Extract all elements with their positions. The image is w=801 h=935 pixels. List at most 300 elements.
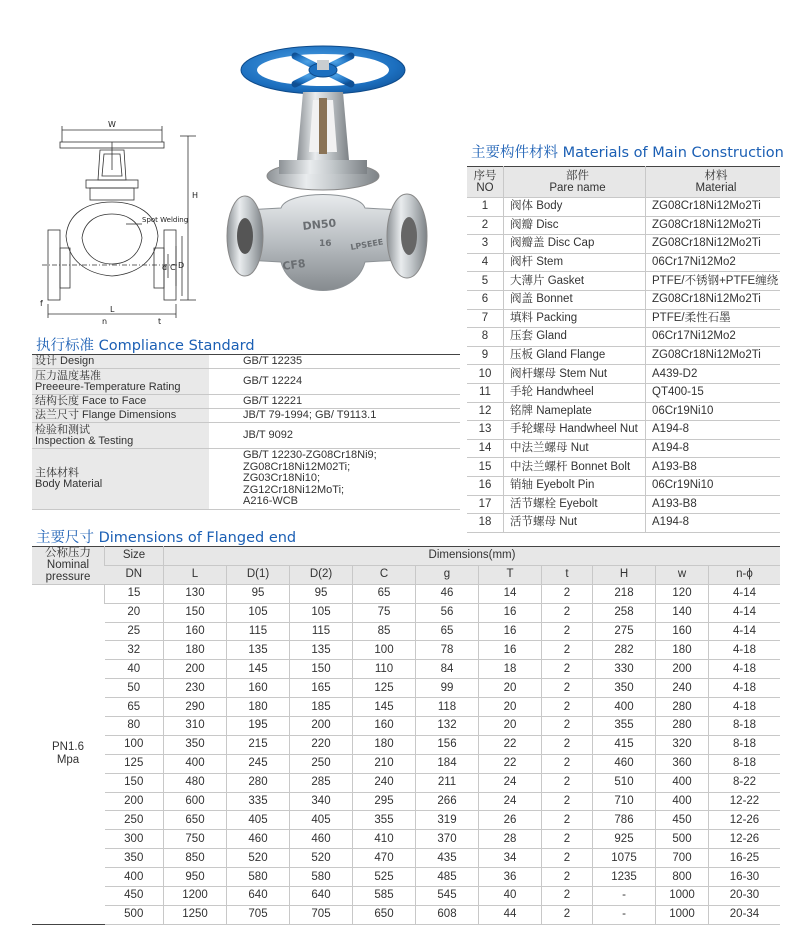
materials-no: 15 xyxy=(467,458,504,477)
dimensions-cell: 8-18 xyxy=(709,735,781,754)
dimensions-cell: 20 xyxy=(479,679,542,698)
materials-no: 7 xyxy=(467,309,504,328)
dimensions-cell: 750 xyxy=(164,830,227,849)
dimensions-cell: 20 xyxy=(479,717,542,736)
dimensions-cell: 4-14 xyxy=(709,622,781,641)
drawing-label-n: n xyxy=(102,317,108,326)
dimensions-cell: 580 xyxy=(290,868,353,887)
dimensions-cell: 4-18 xyxy=(709,660,781,679)
compliance-key xyxy=(32,449,209,510)
dimensions-cell: 520 xyxy=(227,849,290,868)
materials-row xyxy=(467,495,780,514)
materials-material: QT400-15 xyxy=(646,383,781,402)
materials-part: 大薄片 Gasket xyxy=(504,272,646,291)
dimensions-cell: 2 xyxy=(542,830,593,849)
dimensions-header-pressure: 公称压力 Nominal pressure xyxy=(32,547,105,585)
dimensions-cell: 650 xyxy=(164,811,227,830)
dimensions-cell: 15 xyxy=(105,584,164,603)
dimensions-cell: 850 xyxy=(164,849,227,868)
dimensions-cell: 118 xyxy=(416,698,479,717)
dimensions-colhead: g xyxy=(416,565,479,584)
compliance-key-line: 主体材料 xyxy=(35,466,79,479)
materials-material: 06Cr17Ni12Mo2 xyxy=(646,253,781,272)
dimensions-cell: 800 xyxy=(656,868,709,887)
dimensions-cell: 295 xyxy=(353,792,416,811)
dimensions-row xyxy=(32,773,780,792)
materials-no: 5 xyxy=(467,272,504,291)
dimensions-cell: 132 xyxy=(416,717,479,736)
dimensions-row xyxy=(32,905,780,924)
dimensions-row xyxy=(32,811,780,830)
drawing-label-w: W xyxy=(108,120,116,129)
dimensions-cell: 275 xyxy=(593,622,656,641)
materials-header-part: 部件 Pare name xyxy=(504,167,646,198)
dimensions-cell: 16 xyxy=(479,603,542,622)
compliance-value-line: ZG12Cr18Ni12MoTi; xyxy=(243,483,345,496)
dimensions-cell: 640 xyxy=(290,887,353,906)
materials-material: 06Cr17Ni12Mo2 xyxy=(646,328,781,347)
dimensions-row xyxy=(32,868,780,887)
dimensions-cell: 410 xyxy=(353,830,416,849)
dimensions-cell: 280 xyxy=(227,773,290,792)
dimensions-row xyxy=(32,660,780,679)
dimensions-cell: 185 xyxy=(290,698,353,717)
dimensions-cell: 210 xyxy=(353,754,416,773)
drawing-label-t: t xyxy=(158,317,162,326)
compliance-key-line: 检验和测试 xyxy=(35,423,90,436)
dimensions-cell: 20-34 xyxy=(709,905,781,924)
dimensions-cell: 2 xyxy=(542,905,593,924)
dimensions-cell: 230 xyxy=(164,679,227,698)
dimensions-cell: 20 xyxy=(479,698,542,717)
materials-part: 阀杆 Stem xyxy=(504,253,646,272)
dimensions-cell: 330 xyxy=(593,660,656,679)
dimensions-cell: 2 xyxy=(542,811,593,830)
dimensions-cell: 16-30 xyxy=(709,868,781,887)
dimensions-cell: 580 xyxy=(227,868,290,887)
compliance-value-line: GB/T 12235 xyxy=(243,354,303,367)
compliance-value xyxy=(209,369,460,395)
dimensions-cell: 510 xyxy=(593,773,656,792)
dimensions-cell: 360 xyxy=(656,754,709,773)
dimensions-cell: 600 xyxy=(164,792,227,811)
dimensions-cell: 520 xyxy=(290,849,353,868)
dimensions-cell: 2 xyxy=(542,679,593,698)
dimensions-cell: 40 xyxy=(479,887,542,906)
dimensions-cell: 400 xyxy=(164,754,227,773)
materials-part: 活节螺母 Nut xyxy=(504,514,646,533)
compliance-key xyxy=(32,355,209,369)
dimensions-cell: 925 xyxy=(593,830,656,849)
dimensions-cell: 78 xyxy=(416,641,479,660)
dimensions-cell: 705 xyxy=(227,905,290,924)
dimensions-cell: 22 xyxy=(479,754,542,773)
materials-part: 中法兰螺母 Nut xyxy=(504,439,646,458)
dimensions-cell: 500 xyxy=(656,830,709,849)
dimensions-cell: 4-18 xyxy=(709,679,781,698)
dimensions-cell: 290 xyxy=(164,698,227,717)
dimensions-cell: 150 xyxy=(164,603,227,622)
dimensions-cell: 20 xyxy=(105,603,164,622)
materials-row xyxy=(467,439,780,458)
dimensions-cell: 65 xyxy=(105,698,164,717)
dimensions-cell: 350 xyxy=(164,735,227,754)
materials-row xyxy=(467,290,780,309)
materials-part: 压套 Gland xyxy=(504,328,646,347)
dimensions-cell: 200 xyxy=(105,792,164,811)
dimensions-cell: 200 xyxy=(656,660,709,679)
materials-row xyxy=(467,365,780,384)
compliance-value-line: JB/T 79-1994; GB/ T9113.1 xyxy=(243,408,377,421)
dimensions-cell: 180 xyxy=(164,641,227,660)
materials-no: 16 xyxy=(467,476,504,495)
dimensions-cell: 25 xyxy=(105,622,164,641)
dimensions-cell: 130 xyxy=(164,584,227,603)
dimensions-cell: 245 xyxy=(227,754,290,773)
dimensions-cell: 282 xyxy=(593,641,656,660)
dimensions-cell: 8-18 xyxy=(709,717,781,736)
compliance-key xyxy=(32,395,209,409)
materials-material: ZG08Cr18Ni12Mo2Ti xyxy=(646,235,781,254)
dimensions-cell: 145 xyxy=(353,698,416,717)
materials-table xyxy=(467,166,780,533)
dimensions-cell: 180 xyxy=(227,698,290,717)
materials-part: 阀体 Body xyxy=(504,198,646,217)
dimensions-cell: 1075 xyxy=(593,849,656,868)
dimensions-cell: 110 xyxy=(353,660,416,679)
compliance-key xyxy=(32,409,209,423)
dimensions-row xyxy=(32,603,780,622)
dimensions-pressure-cell xyxy=(32,584,105,924)
dimensions-cell: 24 xyxy=(479,792,542,811)
dimensions-cell: 14 xyxy=(479,584,542,603)
valve-technical-drawing xyxy=(30,118,210,330)
dimensions-header-dimensions: Dimensions(mm) xyxy=(164,547,781,566)
materials-row xyxy=(467,328,780,347)
dimensions-cell: 135 xyxy=(227,641,290,660)
dimensions-cell: 240 xyxy=(353,773,416,792)
pressure-value: PN1.6 xyxy=(52,741,84,754)
materials-no: 1 xyxy=(467,198,504,217)
dimensions-cell: 160 xyxy=(656,622,709,641)
dimensions-cell: 8-22 xyxy=(709,773,781,792)
materials-material: 06Cr19Ni10 xyxy=(646,476,781,495)
dimensions-cell: 12-26 xyxy=(709,811,781,830)
dimensions-cell: 400 xyxy=(105,868,164,887)
compliance-value-line: GB/T 12221 xyxy=(243,394,303,407)
compliance-row xyxy=(32,409,460,423)
dimensions-cell: 16 xyxy=(479,622,542,641)
materials-no: 9 xyxy=(467,346,504,365)
dimensions-cell: 135 xyxy=(290,641,353,660)
dimensions-cell: 266 xyxy=(416,792,479,811)
dimensions-cell: 585 xyxy=(353,887,416,906)
dimensions-cell: 99 xyxy=(416,679,479,698)
compliance-row xyxy=(32,369,460,395)
dimensions-cell: 370 xyxy=(416,830,479,849)
dimensions-cell: 22 xyxy=(479,735,542,754)
dimensions-header-row-2 xyxy=(32,565,780,584)
materials-material: PTFE/柔性石墨 xyxy=(646,309,781,328)
dimensions-header-size: Size xyxy=(105,547,164,566)
compliance-key-line: 法兰尺寸 Flange Dimensions xyxy=(35,409,177,421)
materials-material: ZG08Cr18Ni12Mo2Ti xyxy=(646,216,781,235)
dimensions-cell: 700 xyxy=(656,849,709,868)
drawing-label-c: C xyxy=(170,263,176,272)
dimensions-cell: 4-18 xyxy=(709,698,781,717)
dimensions-colhead: D(2) xyxy=(290,565,353,584)
dimensions-row xyxy=(32,584,780,603)
materials-row xyxy=(467,235,780,254)
dimensions-cell: 218 xyxy=(593,584,656,603)
dimensions-cell: 608 xyxy=(416,905,479,924)
materials-material: ZG08Cr18Ni12Mo2Ti xyxy=(646,198,781,217)
dimensions-cell: 460 xyxy=(227,830,290,849)
materials-no: 13 xyxy=(467,421,504,440)
materials-part: 中法兰螺杆 Bonnet Bolt xyxy=(504,458,646,477)
dimensions-row xyxy=(32,717,780,736)
drawing-label-h: H xyxy=(192,191,199,200)
dimensions-cell: 545 xyxy=(416,887,479,906)
dimensions-row xyxy=(32,830,780,849)
dimensions-cell: 319 xyxy=(416,811,479,830)
compliance-value xyxy=(209,449,460,510)
dimensions-cell: 2 xyxy=(542,735,593,754)
dimensions-cell: 786 xyxy=(593,811,656,830)
dimensions-cell: 450 xyxy=(105,887,164,906)
dimensions-cell: 4-14 xyxy=(709,584,781,603)
materials-material: ZG08Cr18Ni12Mo2Ti xyxy=(646,290,781,309)
compliance-key-line: 设计 Design xyxy=(35,355,95,367)
pressure-unit: Mpa xyxy=(56,754,80,767)
dimensions-cell: 140 xyxy=(656,603,709,622)
dimensions-cell: 4-18 xyxy=(709,641,781,660)
compliance-key xyxy=(32,369,209,395)
globe-valve-photo xyxy=(215,40,455,330)
dimensions-cell: 950 xyxy=(164,868,227,887)
drawing-label-f: f xyxy=(40,299,43,308)
compliance-row xyxy=(32,449,460,510)
dimensions-cell: 75 xyxy=(353,603,416,622)
drawing-label-spot-welding: Spot Welding xyxy=(142,216,189,224)
materials-material: A193-B8 xyxy=(646,458,781,477)
dimensions-cell: 2 xyxy=(542,754,593,773)
compliance-title: 执行标准 Compliance Standard xyxy=(36,338,255,354)
compliance-key-line: Body Material xyxy=(35,477,103,490)
dimensions-cell: 160 xyxy=(353,717,416,736)
dimensions-cell: 65 xyxy=(353,584,416,603)
materials-part: 手轮 Handwheel xyxy=(504,383,646,402)
dimensions-cell: 710 xyxy=(593,792,656,811)
dimensions-cell: 195 xyxy=(227,717,290,736)
dimensions-cell: 65 xyxy=(416,622,479,641)
dimensions-cell: 20-30 xyxy=(709,887,781,906)
dimensions-cell: 32 xyxy=(105,641,164,660)
dimensions-cell: 485 xyxy=(416,868,479,887)
compliance-value-line: GB/T 12230-ZG08Cr18Ni9; xyxy=(243,449,377,461)
dimensions-cell: 84 xyxy=(416,660,479,679)
dimensions-cell: 250 xyxy=(290,754,353,773)
dimensions-cell: 26 xyxy=(479,811,542,830)
compliance-key-line: Preeeure-Temperature Rating xyxy=(35,380,181,393)
dimensions-cell: 355 xyxy=(353,811,416,830)
materials-row xyxy=(467,346,780,365)
compliance-key xyxy=(32,423,209,449)
body-mark-brand: LPSEEE xyxy=(349,237,384,252)
dimensions-cell: 240 xyxy=(656,679,709,698)
dimensions-colhead: n-ϕ xyxy=(709,565,781,584)
dimensions-cell: 150 xyxy=(290,660,353,679)
compliance-table xyxy=(32,354,460,510)
dimensions-cell: 95 xyxy=(290,584,353,603)
dimensions-cell: 215 xyxy=(227,735,290,754)
materials-material: 06Cr19Ni10 xyxy=(646,402,781,421)
materials-no: 12 xyxy=(467,402,504,421)
dimensions-cell: 650 xyxy=(353,905,416,924)
dimensions-cell: 165 xyxy=(290,679,353,698)
dimensions-cell: 435 xyxy=(416,849,479,868)
materials-part: 手轮螺母 Handwheel Nut xyxy=(504,421,646,440)
dimensions-cell: 184 xyxy=(416,754,479,773)
dimensions-cell: 480 xyxy=(164,773,227,792)
compliance-key-line: 结构长度 Face to Face xyxy=(35,395,147,407)
dimensions-cell: 95 xyxy=(227,584,290,603)
dimensions-cell: 310 xyxy=(164,717,227,736)
materials-no: 3 xyxy=(467,235,504,254)
dimensions-row xyxy=(32,622,780,641)
dimensions-cell: 258 xyxy=(593,603,656,622)
dimensions-cell: 280 xyxy=(656,698,709,717)
materials-material: A439-D2 xyxy=(646,365,781,384)
compliance-value-line: ZG08Cr18Ni12M02Ti; xyxy=(243,460,351,473)
materials-no: 4 xyxy=(467,253,504,272)
dimensions-cell: 500 xyxy=(105,905,164,924)
dimensions-title: 主要尺寸 Dimensions of Flanged end xyxy=(36,530,297,546)
materials-material: A193-B8 xyxy=(646,495,781,514)
materials-material: ZG08Cr18Ni12Mo2Ti xyxy=(646,346,781,365)
dimensions-cell: 145 xyxy=(227,660,290,679)
dimensions-row xyxy=(32,754,780,773)
dimensions-cell: 2 xyxy=(542,660,593,679)
materials-part: 阀瓣盖 Disc Cap xyxy=(504,235,646,254)
materials-part: 阀杆螺母 Stem Nut xyxy=(504,365,646,384)
dimensions-cell: 85 xyxy=(353,622,416,641)
dimensions-cell: 1235 xyxy=(593,868,656,887)
materials-part: 压板 Gland Flange xyxy=(504,346,646,365)
materials-no: 14 xyxy=(467,439,504,458)
dimensions-header-row-1 xyxy=(32,547,780,566)
dimensions-cell: 100 xyxy=(105,735,164,754)
dimensions-cell: 16 xyxy=(479,641,542,660)
drawing-label-d: D xyxy=(178,261,185,270)
materials-material: A194-8 xyxy=(646,439,781,458)
compliance-value xyxy=(209,423,460,449)
dimensions-cell: - xyxy=(593,887,656,906)
dimensions-cell: 1200 xyxy=(164,887,227,906)
dimensions-cell: 2 xyxy=(542,849,593,868)
materials-no: 2 xyxy=(467,216,504,235)
dimensions-colhead: L xyxy=(164,565,227,584)
dimensions-cell: 115 xyxy=(227,622,290,641)
dimensions-cell: 640 xyxy=(227,887,290,906)
dimensions-cell: 2 xyxy=(542,698,593,717)
dimensions-cell: 405 xyxy=(227,811,290,830)
dimensions-colhead: C xyxy=(353,565,416,584)
dimensions-cell: 28 xyxy=(479,830,542,849)
materials-row xyxy=(467,198,780,217)
dimensions-cell: 470 xyxy=(353,849,416,868)
materials-row xyxy=(467,272,780,291)
dimensions-cell: 350 xyxy=(105,849,164,868)
compliance-value-line: ZG03Cr18Ni10; xyxy=(243,472,321,484)
dimensions-cell: 8-18 xyxy=(709,754,781,773)
materials-part: 阀盖 Bonnet xyxy=(504,290,646,309)
dimensions-cell: 211 xyxy=(416,773,479,792)
materials-row xyxy=(467,421,780,440)
body-mark-pressure: 16 xyxy=(319,239,332,249)
dimensions-cell: 105 xyxy=(227,603,290,622)
dimensions-cell: 100 xyxy=(353,641,416,660)
materials-part: 填料 Packing xyxy=(504,309,646,328)
materials-row xyxy=(467,253,780,272)
dimensions-cell: 2 xyxy=(542,887,593,906)
dimensions-cell: 405 xyxy=(290,811,353,830)
dimensions-cell: 2 xyxy=(542,584,593,603)
materials-no: 8 xyxy=(467,328,504,347)
dimensions-cell: 44 xyxy=(479,905,542,924)
compliance-key-line: Inspection & Testing xyxy=(35,434,134,447)
materials-header-row xyxy=(467,167,780,198)
materials-part: 活节螺栓 Eyebolt xyxy=(504,495,646,514)
dimensions-cell: 125 xyxy=(105,754,164,773)
body-mark-material: CF8 xyxy=(281,256,307,273)
dimensions-cell: 285 xyxy=(290,773,353,792)
dimensions-colhead: H xyxy=(593,565,656,584)
compliance-key-line: 压力温度基准 xyxy=(35,369,101,382)
dimensions-cell: 220 xyxy=(290,735,353,754)
materials-row xyxy=(467,514,780,533)
dimensions-cell: 350 xyxy=(593,679,656,698)
materials-no: 17 xyxy=(467,495,504,514)
dimensions-cell: 4-14 xyxy=(709,603,781,622)
compliance-value-line: GB/T 12224 xyxy=(243,374,303,387)
dimensions-cell: 355 xyxy=(593,717,656,736)
body-mark-dn: DN50 xyxy=(301,216,337,233)
compliance-value-line: A216-WCB xyxy=(243,495,299,507)
dimensions-cell: 335 xyxy=(227,792,290,811)
dimensions-cell: 180 xyxy=(353,735,416,754)
dimensions-cell: 400 xyxy=(593,698,656,717)
dimensions-cell: 460 xyxy=(290,830,353,849)
compliance-row xyxy=(32,395,460,409)
dimensions-row xyxy=(32,698,780,717)
compliance-row xyxy=(32,423,460,449)
dimensions-cell: 450 xyxy=(656,811,709,830)
drawing-label-d-small: d xyxy=(162,263,168,272)
materials-title: 主要构件材料 Materials of Main Construction xyxy=(471,145,784,161)
materials-row xyxy=(467,458,780,477)
compliance-value xyxy=(209,395,460,409)
materials-part: 阀瓣 Disc xyxy=(504,216,646,235)
compliance-row xyxy=(32,355,460,369)
materials-material: A194-8 xyxy=(646,514,781,533)
dimensions-cell: 415 xyxy=(593,735,656,754)
materials-header-material: 材料 Material xyxy=(646,167,781,198)
dimensions-cell: 460 xyxy=(593,754,656,773)
dimensions-cell: 2 xyxy=(542,868,593,887)
dimensions-cell: 40 xyxy=(105,660,164,679)
materials-no: 6 xyxy=(467,290,504,309)
